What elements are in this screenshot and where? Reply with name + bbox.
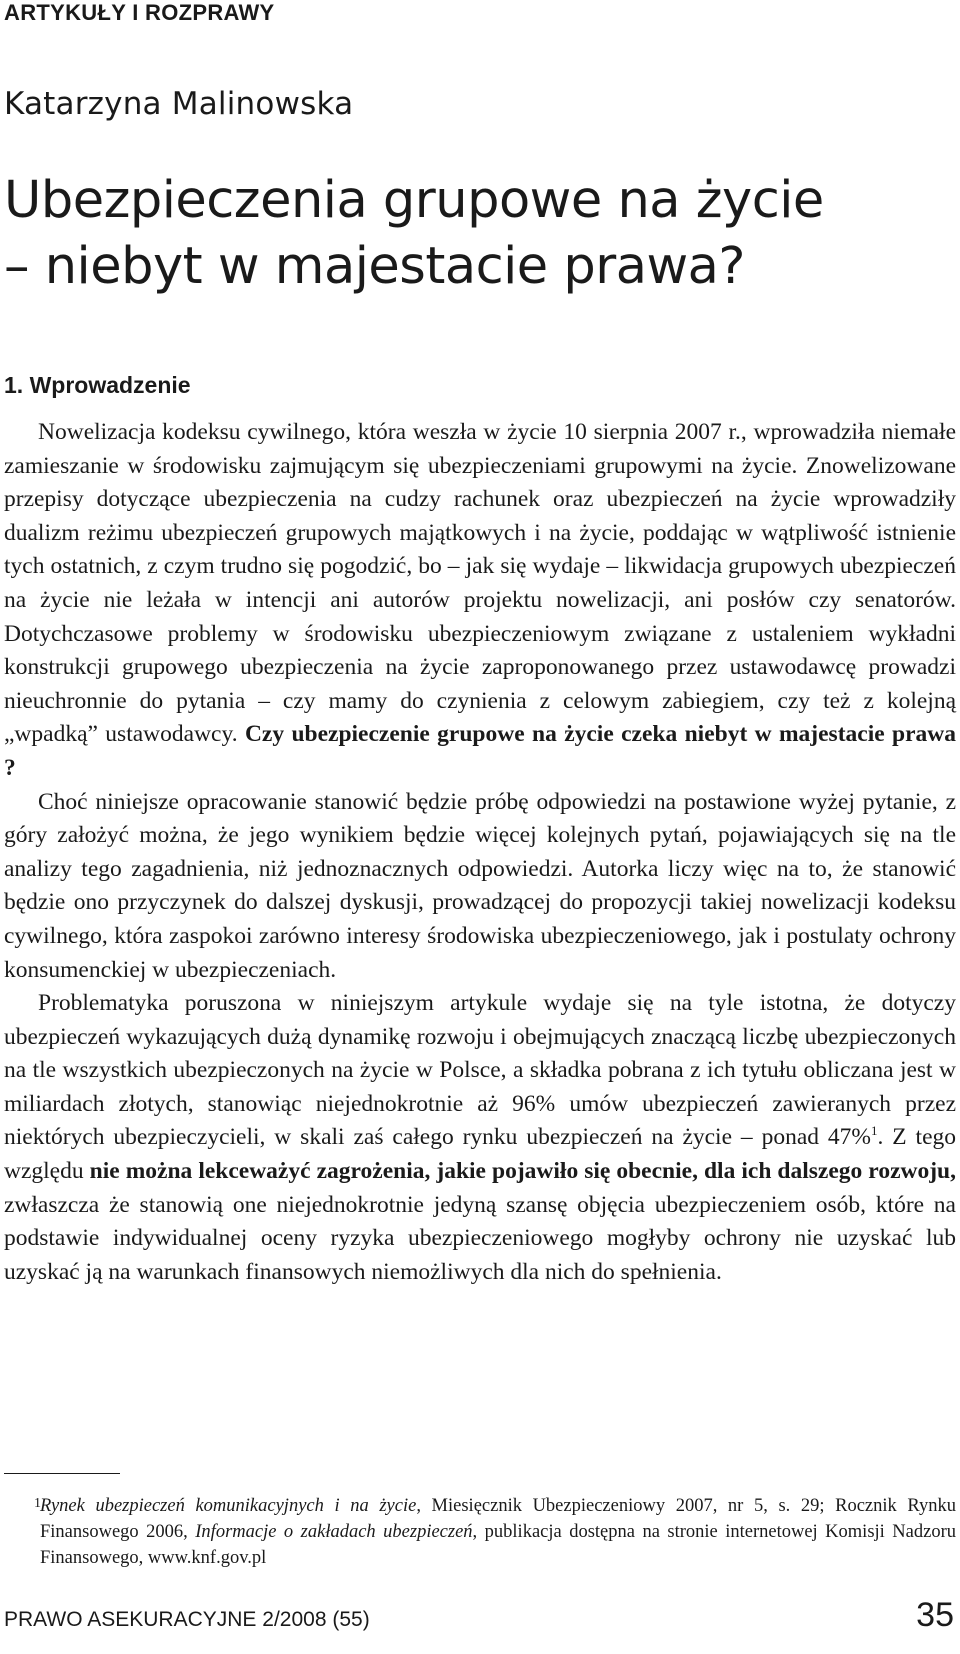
paragraph-3 bbox=[4, 987, 956, 1289]
section-label: ARTYKUŁY I ROZPRAWY bbox=[4, 0, 275, 25]
title-line-1: Ubezpieczenia grupowe na życie bbox=[4, 171, 824, 230]
paragraph-3-bold: nie można lekceważyć zagrożenia, jakie pojawiło się obecnie, dla ich dalszego rozwoju, bbox=[89, 1158, 956, 1185]
footnote-italic-1: Rynek ubezpieczeń komunikacyjnych i na życie bbox=[40, 1496, 417, 1516]
paragraph-1 bbox=[4, 416, 956, 786]
paragraph-3-text-c: zwłaszcza że stanowią one niejednokrotnie jedyną szansę objęcia ubezpieczeniem osób, które na podstawie indywidualnej oceny ryzyka ubezpieczeniowego mogłyby ochrony nie uzyskać lub uzyskać ją na warunkach finansowych niemożliwych dla nich do spełnienia. bbox=[4, 1191, 956, 1285]
section-heading: 1. Wprowadzenie bbox=[4, 372, 191, 398]
article-title bbox=[4, 168, 954, 300]
journal-name: PRAWO ASEKURACYJNE 2/2008 (55) bbox=[4, 1608, 370, 1631]
article-body bbox=[4, 416, 956, 1289]
footnote-ref[interactable]: 1 bbox=[871, 1123, 878, 1139]
title-line-2: – niebyt w majestacie prawa? bbox=[4, 237, 745, 296]
footnote-italic-2: Informacje o zakładach ubezpieczeń bbox=[195, 1522, 473, 1542]
page-number: 35 bbox=[916, 1596, 954, 1634]
footnote-divider bbox=[4, 1473, 120, 1474]
paragraph-2: Choć niniejsze opracowanie stanowić będzie próbę odpowiedzi na postawione wyżej pytanie, z góry założyć można, że jego wynikiem będzie więcej kolejnych pytań, pojawiających się na tle analizy tego zagadnienia, niż jednoznacznych odpowiedzi. Autorka liczy więc na to, że stanowić będzie ono przyczynek do dalszej dyskusji, prowadzącej do propozycji takiej nowelizacji kodeksu cywilnego, która zaspokoi zarówno interesy środowiska ubezpieczeniowego, jak i postulaty ochrony konsumenckiej w ubezpieczeniach. bbox=[4, 788, 956, 983]
footnote-number: 1 bbox=[34, 1496, 41, 1511]
footnote-text-1: , Miesięcznik Ubezpieczeniowy 2007, nr 5, s. 29; Rocznik Rynku Finansowego 2006, bbox=[40, 1496, 956, 1542]
paragraph-1-text: Nowelizacja kodeksu cywilnego, która weszła w życie 10 sierpnia 2007 r., wprowadziła niemałe zamieszanie w środowisku zajmującym się ubezpieczeniami grupowymi na życie. Znowelizowane przepisy dotyczące ubezpieczenia na cudzy rachunek oraz ubezpieczeń na życie wprowadziły dualizm reżimu ubezpieczeń grupowych majątkowych i na życie, poddając w wątpliwość istnienie tych ostatnich, z czym trudno się pogodzić, bo – jak się wydaje – likwidacja grupowych ubezpieczeń na życie nie leżała w intencji ani autorów projektu nowelizacji, ani posłów czy senatorów. Dotychczasowe problemy w środowisku ubezpieczeniowym związane z ustaleniem wykładni konstrukcji grupowego ubezpieczenia na życie zaproponowanego przez ustawodawcę prowadzi nieuchronnie do pytania – czy mamy do czynienia z celowym zabiegiem, czy też z kolejną „wpadką” ustawodawcy. bbox=[4, 419, 956, 748]
paragraph-3-text-a: Problematyka poruszona w niniejszym artykule wydaje się na tyle istotna, że dotyczy ubezpieczeń wykazujących dużą dynamikę rozwoju i obejmujących znaczącą liczbę ubezpieczonych na tle wszystkich ubezpieczonych na życie w Polsce, a składka pobrana z ich tytułu obliczana jest w miliardach złotych, stanowiąc niejednokrotnie aż 96% umów ubezpieczeń zawieranych przez niektórych ubezpieczycieli, w skali zaś całego rynku ubezpieczeń na życie – ponad 47% bbox=[4, 990, 956, 1151]
paragraph-3-text-b: . Z tego względu bbox=[4, 1124, 956, 1185]
footnote bbox=[4, 1493, 956, 1571]
footnote-text bbox=[4, 1493, 956, 1571]
footnote-text-2: , publikacja dostępna na stronie internetowej Komisji Nadzoru Finansowego, www.knf.gov.pl bbox=[40, 1522, 956, 1568]
paragraph-1-bold-question: Czy ubezpieczenie grupowe na życie czeka niebyt w majestacie prawa ? bbox=[4, 721, 957, 781]
article-author: Katarzyna Malinowska bbox=[4, 86, 354, 122]
